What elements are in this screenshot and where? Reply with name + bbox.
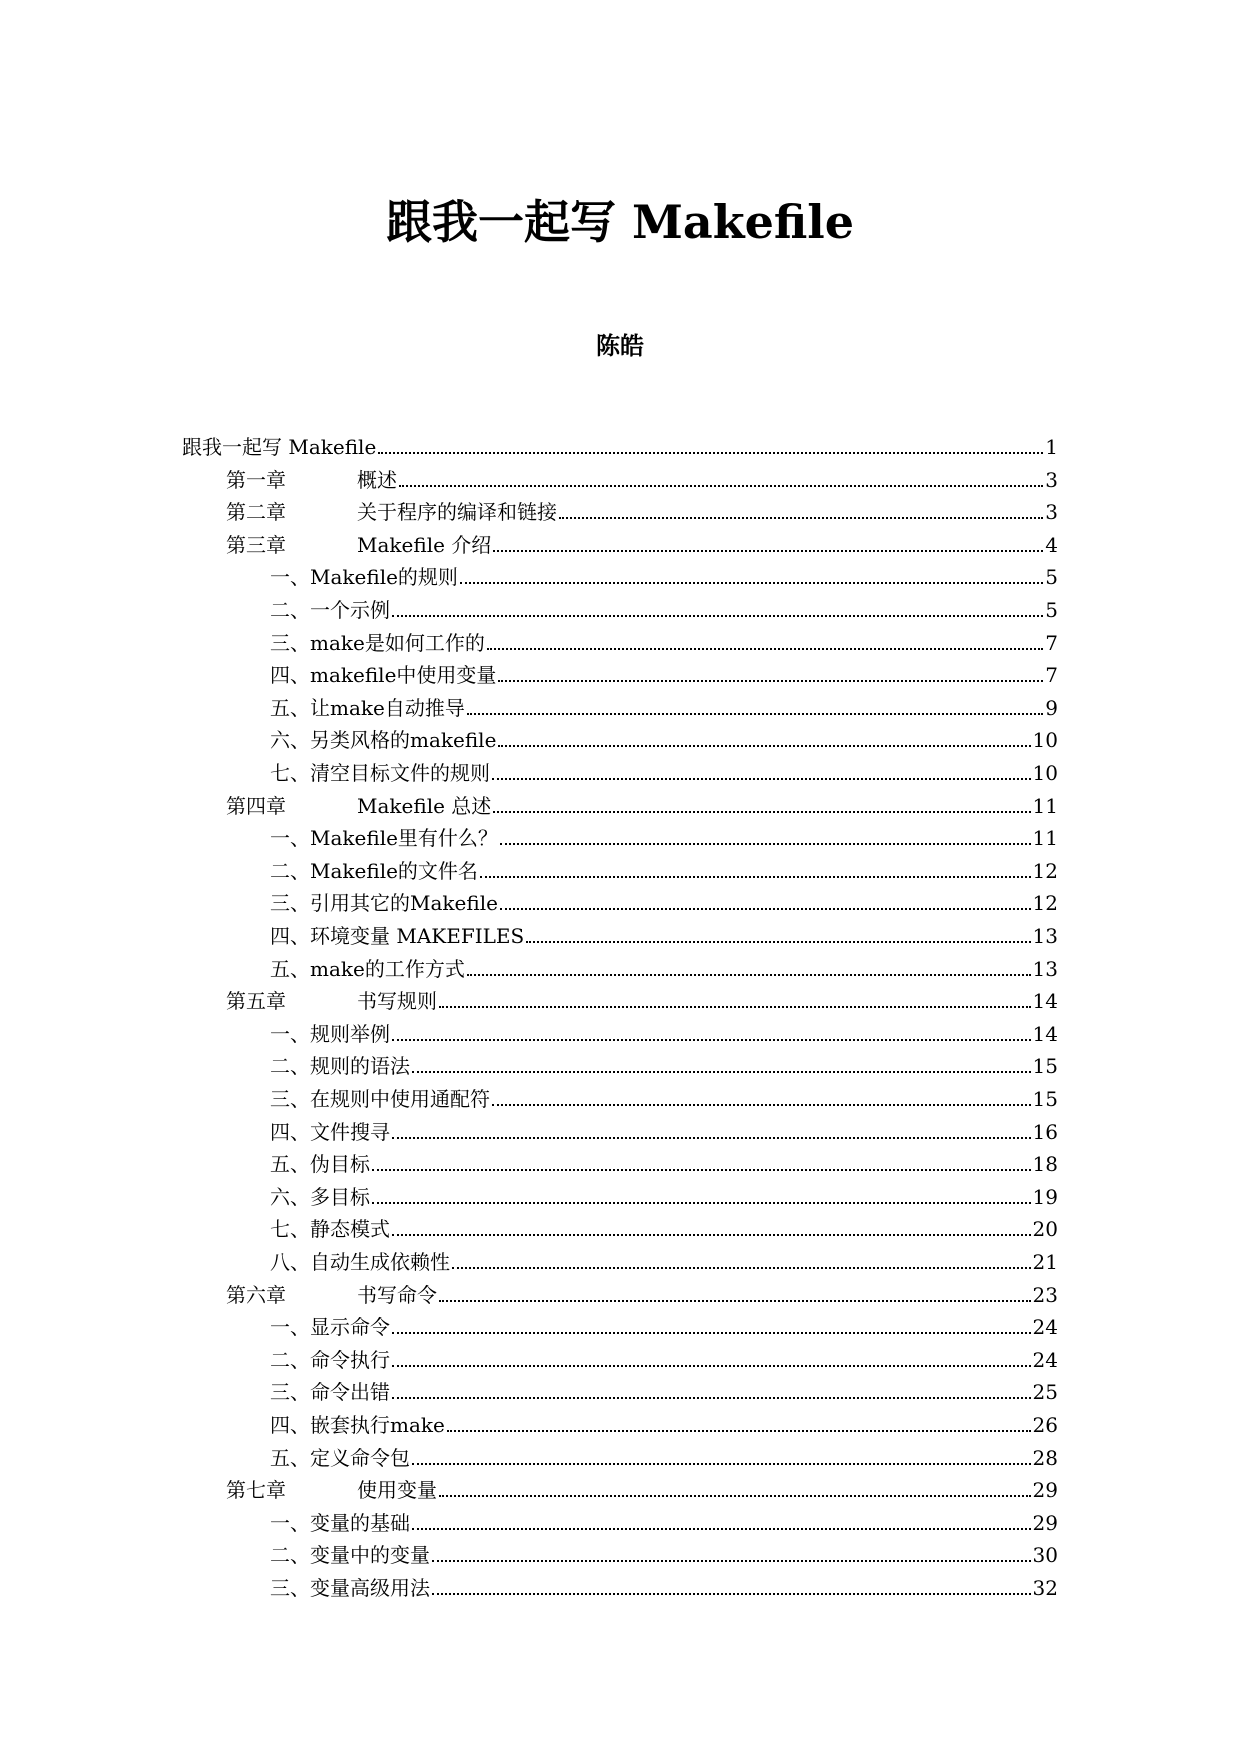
toc-entry-label (270, 923, 524, 949)
toc-page-number: 21 (1032, 1250, 1058, 1274)
toc-entry-title: 书写规则 (357, 989, 437, 1014)
toc-entry[interactable] (226, 787, 1058, 819)
toc-dot-leader (439, 1494, 1031, 1497)
toc-page-number: 1 (1045, 435, 1058, 459)
toc-entry[interactable] (270, 558, 1058, 590)
toc-page-number: 24 (1032, 1347, 1058, 1372)
toc-entry-label (270, 1379, 390, 1405)
toc-entry[interactable] (270, 852, 1058, 884)
toc-entry-label (270, 1184, 370, 1210)
toc-entry-title: 三、make是如何工作的 (270, 630, 485, 655)
toc-entry[interactable] (270, 950, 1058, 982)
toc-page-number: 20 (1032, 1217, 1058, 1242)
toc-entry-title: Makefile 总述 (357, 793, 492, 818)
toc-page-number: 30 (1032, 1543, 1058, 1568)
toc-entry-label (270, 1412, 445, 1438)
toc-entry[interactable] (270, 1373, 1058, 1405)
toc-entry-label (270, 890, 498, 916)
toc-page-number: 19 (1032, 1184, 1058, 1209)
toc-page-number: 11 (1032, 826, 1058, 851)
toc-dot-leader (526, 940, 1030, 943)
toc-page-number: 3 (1045, 500, 1058, 525)
toc-page-number: 15 (1032, 1054, 1058, 1079)
toc-entry[interactable] (270, 1047, 1058, 1079)
toc-entry-label (226, 467, 397, 493)
toc-dot-leader (412, 1462, 1031, 1465)
toc-entry-title: 关于程序的编译和链接 (357, 500, 557, 525)
toc-dot-leader (392, 1364, 1031, 1367)
toc-page-number: 14 (1032, 1021, 1058, 1046)
toc-entry[interactable] (182, 428, 1058, 460)
toc-entry-title: 一、Makefile的规则 (270, 565, 458, 590)
toc-entry-label (270, 597, 390, 623)
toc-entry[interactable] (226, 526, 1058, 558)
toc-dot-leader (460, 581, 1043, 584)
toc-entry-title: 四、文件搜寻 (270, 1119, 390, 1144)
toc-chapter-number: 第二章 (226, 500, 286, 525)
toc-dot-leader (480, 875, 1031, 878)
toc-entry-title: 四、嵌套执行make (270, 1413, 445, 1437)
toc-entry-label (270, 956, 465, 982)
toc-entry[interactable] (270, 1569, 1058, 1601)
toc-dot-leader (500, 842, 1031, 845)
toc-entry-title: 书写命令 (357, 1282, 437, 1307)
toc-entry-title: 三、在规则中使用通配符 (270, 1087, 490, 1111)
toc-entry-title: 一、显示命令 (270, 1315, 390, 1340)
toc-entry-label (270, 630, 485, 656)
toc-entry[interactable] (270, 754, 1058, 786)
toc-entry-title: 四、环境变量 MAKEFILES (270, 924, 525, 948)
toc-entry[interactable] (270, 1308, 1058, 1340)
toc-entry-title: 一、Makefile里有什么？ (270, 826, 498, 851)
document-author: 陈皓 (596, 331, 644, 360)
toc-entry[interactable] (270, 591, 1058, 623)
toc-entry-label (226, 793, 491, 819)
toc-entry-title: 二、命令执行 (270, 1347, 390, 1372)
toc-entry-label (270, 760, 490, 786)
toc-entry[interactable] (226, 982, 1058, 1014)
toc-entry[interactable] (270, 1178, 1058, 1210)
toc-entry-label (270, 1314, 390, 1340)
toc-entry-label (270, 1216, 390, 1242)
toc-page-number: 16 (1032, 1119, 1058, 1144)
toc-page-number: 29 (1032, 1478, 1058, 1503)
toc-dot-leader (439, 1005, 1031, 1008)
toc-entry[interactable] (270, 917, 1058, 949)
toc-dot-leader (432, 1592, 1031, 1595)
toc-entry[interactable] (270, 656, 1058, 688)
toc-dot-leader (492, 1103, 1031, 1106)
toc-entry-title: 使用变量 (357, 1478, 437, 1503)
toc-entry-title: 四、makefile中使用变量 (270, 663, 497, 688)
toc-entry-title: 七、清空目标文件的规则 (270, 761, 490, 785)
toc-entry-title: 一、规则举例 (270, 1021, 390, 1046)
toc-entry-title: 五、让make自动推导 (270, 695, 465, 720)
toc-entry[interactable] (270, 1145, 1058, 1177)
toc-page-number: 13 (1032, 924, 1058, 948)
toc-entry[interactable] (226, 1276, 1058, 1308)
toc-entry-label (270, 1510, 410, 1536)
toc-entry-title: 跟我一起写 Makefile (182, 435, 377, 459)
toc-page-number: 5 (1045, 565, 1058, 590)
toc-dot-leader (392, 1136, 1031, 1139)
toc-entry-label (270, 1575, 430, 1601)
toc-entry-title: 七、静态模式 (270, 1217, 390, 1242)
toc-entry[interactable] (270, 624, 1058, 656)
toc-entry[interactable] (270, 721, 1058, 753)
toc-dot-leader (559, 516, 1043, 519)
toc-entry[interactable] (270, 689, 1058, 721)
toc-page-number: 5 (1045, 598, 1058, 622)
toc-entry-label (270, 564, 458, 590)
toc-entry-title: 二、规则的语法 (270, 1054, 410, 1079)
toc-entry-label (270, 858, 478, 884)
toc-page-number: 12 (1032, 858, 1058, 883)
toc-dot-leader (493, 810, 1030, 813)
toc-dot-leader (467, 712, 1043, 715)
toc-page-number: 9 (1045, 695, 1058, 720)
toc-entry-title: 五、定义命令包 (270, 1445, 410, 1470)
toc-entry-label (270, 1021, 390, 1047)
toc-entry-title: 三、命令出错 (270, 1380, 390, 1405)
toc-entry-label (270, 1249, 450, 1275)
toc-entry[interactable] (270, 1113, 1058, 1145)
toc-entry[interactable] (270, 1080, 1058, 1112)
toc-entry-label (270, 1445, 410, 1471)
toc-dot-leader (447, 1429, 1031, 1432)
toc-entry[interactable] (270, 1504, 1058, 1536)
toc-entry-label (270, 1053, 410, 1079)
toc-page-number: 26 (1032, 1413, 1058, 1437)
toc-entry-title: 三、变量高级用法 (270, 1576, 430, 1600)
toc-entry-label (226, 499, 557, 525)
toc-entry[interactable] (270, 1536, 1058, 1568)
toc-chapter-number: 第三章 (226, 532, 286, 557)
toc-page-number: 23 (1032, 1282, 1058, 1307)
toc-chapter-number: 第一章 (226, 467, 286, 492)
toc-dot-leader (487, 647, 1043, 650)
toc-page-number: 24 (1032, 1315, 1058, 1340)
toc-entry[interactable] (270, 884, 1058, 916)
toc-page-number: 32 (1032, 1576, 1058, 1600)
toc-entry-title: 一、变量的基础 (270, 1510, 410, 1535)
toc-entry[interactable] (226, 461, 1058, 493)
toc-entry-label (182, 434, 376, 460)
toc-entry-label (270, 1151, 370, 1177)
toc-entry-label (270, 1086, 490, 1112)
toc-entry[interactable] (270, 1243, 1058, 1275)
toc-page-number: 25 (1032, 1380, 1058, 1405)
toc-page-number: 7 (1045, 630, 1058, 655)
toc-dot-leader (498, 679, 1043, 682)
toc-dot-leader (493, 549, 1043, 552)
toc-entry-label (270, 695, 465, 721)
toc-dot-leader (392, 1396, 1031, 1399)
toc-page-number: 7 (1045, 663, 1058, 688)
toc-dot-leader (492, 777, 1031, 780)
toc-dot-leader (412, 1070, 1031, 1073)
toc-dot-leader (392, 1038, 1031, 1041)
toc-entry-label (270, 1119, 390, 1145)
toc-page-number: 28 (1032, 1445, 1058, 1470)
toc-entry-title: 二、一个示例 (270, 598, 390, 622)
toc-entry-label (270, 1542, 430, 1568)
toc-page-number: 12 (1032, 891, 1058, 916)
toc-entry-label (270, 662, 496, 688)
toc-page-number: 10 (1032, 728, 1058, 753)
toc-entry-title: 五、make的工作方式 (270, 956, 465, 981)
toc-dot-leader (467, 973, 1031, 976)
toc-entry[interactable] (226, 493, 1058, 525)
toc-dot-leader (392, 614, 1043, 617)
toc-entry-title: 二、Makefile的文件名 (270, 858, 478, 883)
toc-dot-leader (372, 1201, 1031, 1204)
toc-page-number: 3 (1045, 467, 1058, 492)
toc-chapter-number: 第六章 (226, 1282, 286, 1307)
toc-dot-leader (432, 1559, 1031, 1562)
toc-page-number: 13 (1032, 956, 1058, 981)
toc-entry-label (226, 1477, 437, 1503)
document-title: 跟我一起写 Makefile (385, 195, 855, 249)
toc-entry-title: 八、自动生成依赖性 (270, 1250, 450, 1274)
toc-entry-title: 二、变量中的变量 (270, 1543, 430, 1568)
toc-dot-leader (500, 907, 1031, 910)
toc-page-number: 15 (1032, 1087, 1058, 1111)
toc-entry[interactable] (270, 1439, 1058, 1471)
toc-dot-leader (392, 1331, 1031, 1334)
toc-entry-label (270, 1347, 390, 1373)
toc-entry[interactable] (270, 819, 1058, 851)
toc-entry[interactable] (226, 1471, 1058, 1503)
toc-dot-leader (392, 1233, 1031, 1236)
toc-chapter-number: 第七章 (226, 1478, 286, 1503)
toc-entry[interactable] (270, 1210, 1058, 1242)
toc-entry-title: 概述 (357, 467, 397, 492)
toc-entry-title: 六、另类风格的makefile (270, 728, 497, 753)
toc-entry-label (226, 532, 491, 558)
toc-page-number: 29 (1032, 1510, 1058, 1535)
toc-entry-label (226, 988, 437, 1014)
toc-entry-label (270, 727, 496, 753)
toc-entry[interactable] (270, 1406, 1058, 1438)
toc-dot-leader (452, 1266, 1031, 1269)
toc-dot-leader (439, 1299, 1031, 1302)
toc-dot-leader (372, 1168, 1031, 1171)
toc-chapter-number: 第四章 (226, 793, 286, 818)
toc-page-number: 10 (1032, 761, 1058, 785)
toc-page-number: 14 (1032, 989, 1058, 1014)
toc-entry-title: 三、引用其它的Makefile (270, 891, 498, 916)
toc-page-number: 18 (1032, 1152, 1058, 1177)
toc-dot-leader (399, 484, 1043, 487)
toc-dot-leader (498, 744, 1030, 747)
toc-entry-title: 六、多目标 (270, 1184, 370, 1209)
toc-page-number: 11 (1032, 793, 1058, 818)
toc-entry[interactable] (270, 1015, 1058, 1047)
toc-entry-label (270, 825, 498, 851)
toc-entry-label (226, 1282, 437, 1308)
toc-entry-title: Makefile 介绍 (357, 532, 492, 557)
toc-entry-title: 五、伪目标 (270, 1152, 370, 1177)
toc-page-number: 4 (1045, 532, 1058, 557)
toc-chapter-number: 第五章 (226, 989, 286, 1014)
toc-dot-leader (412, 1527, 1031, 1530)
toc-dot-leader (378, 451, 1043, 454)
toc-entry[interactable] (270, 1341, 1058, 1373)
